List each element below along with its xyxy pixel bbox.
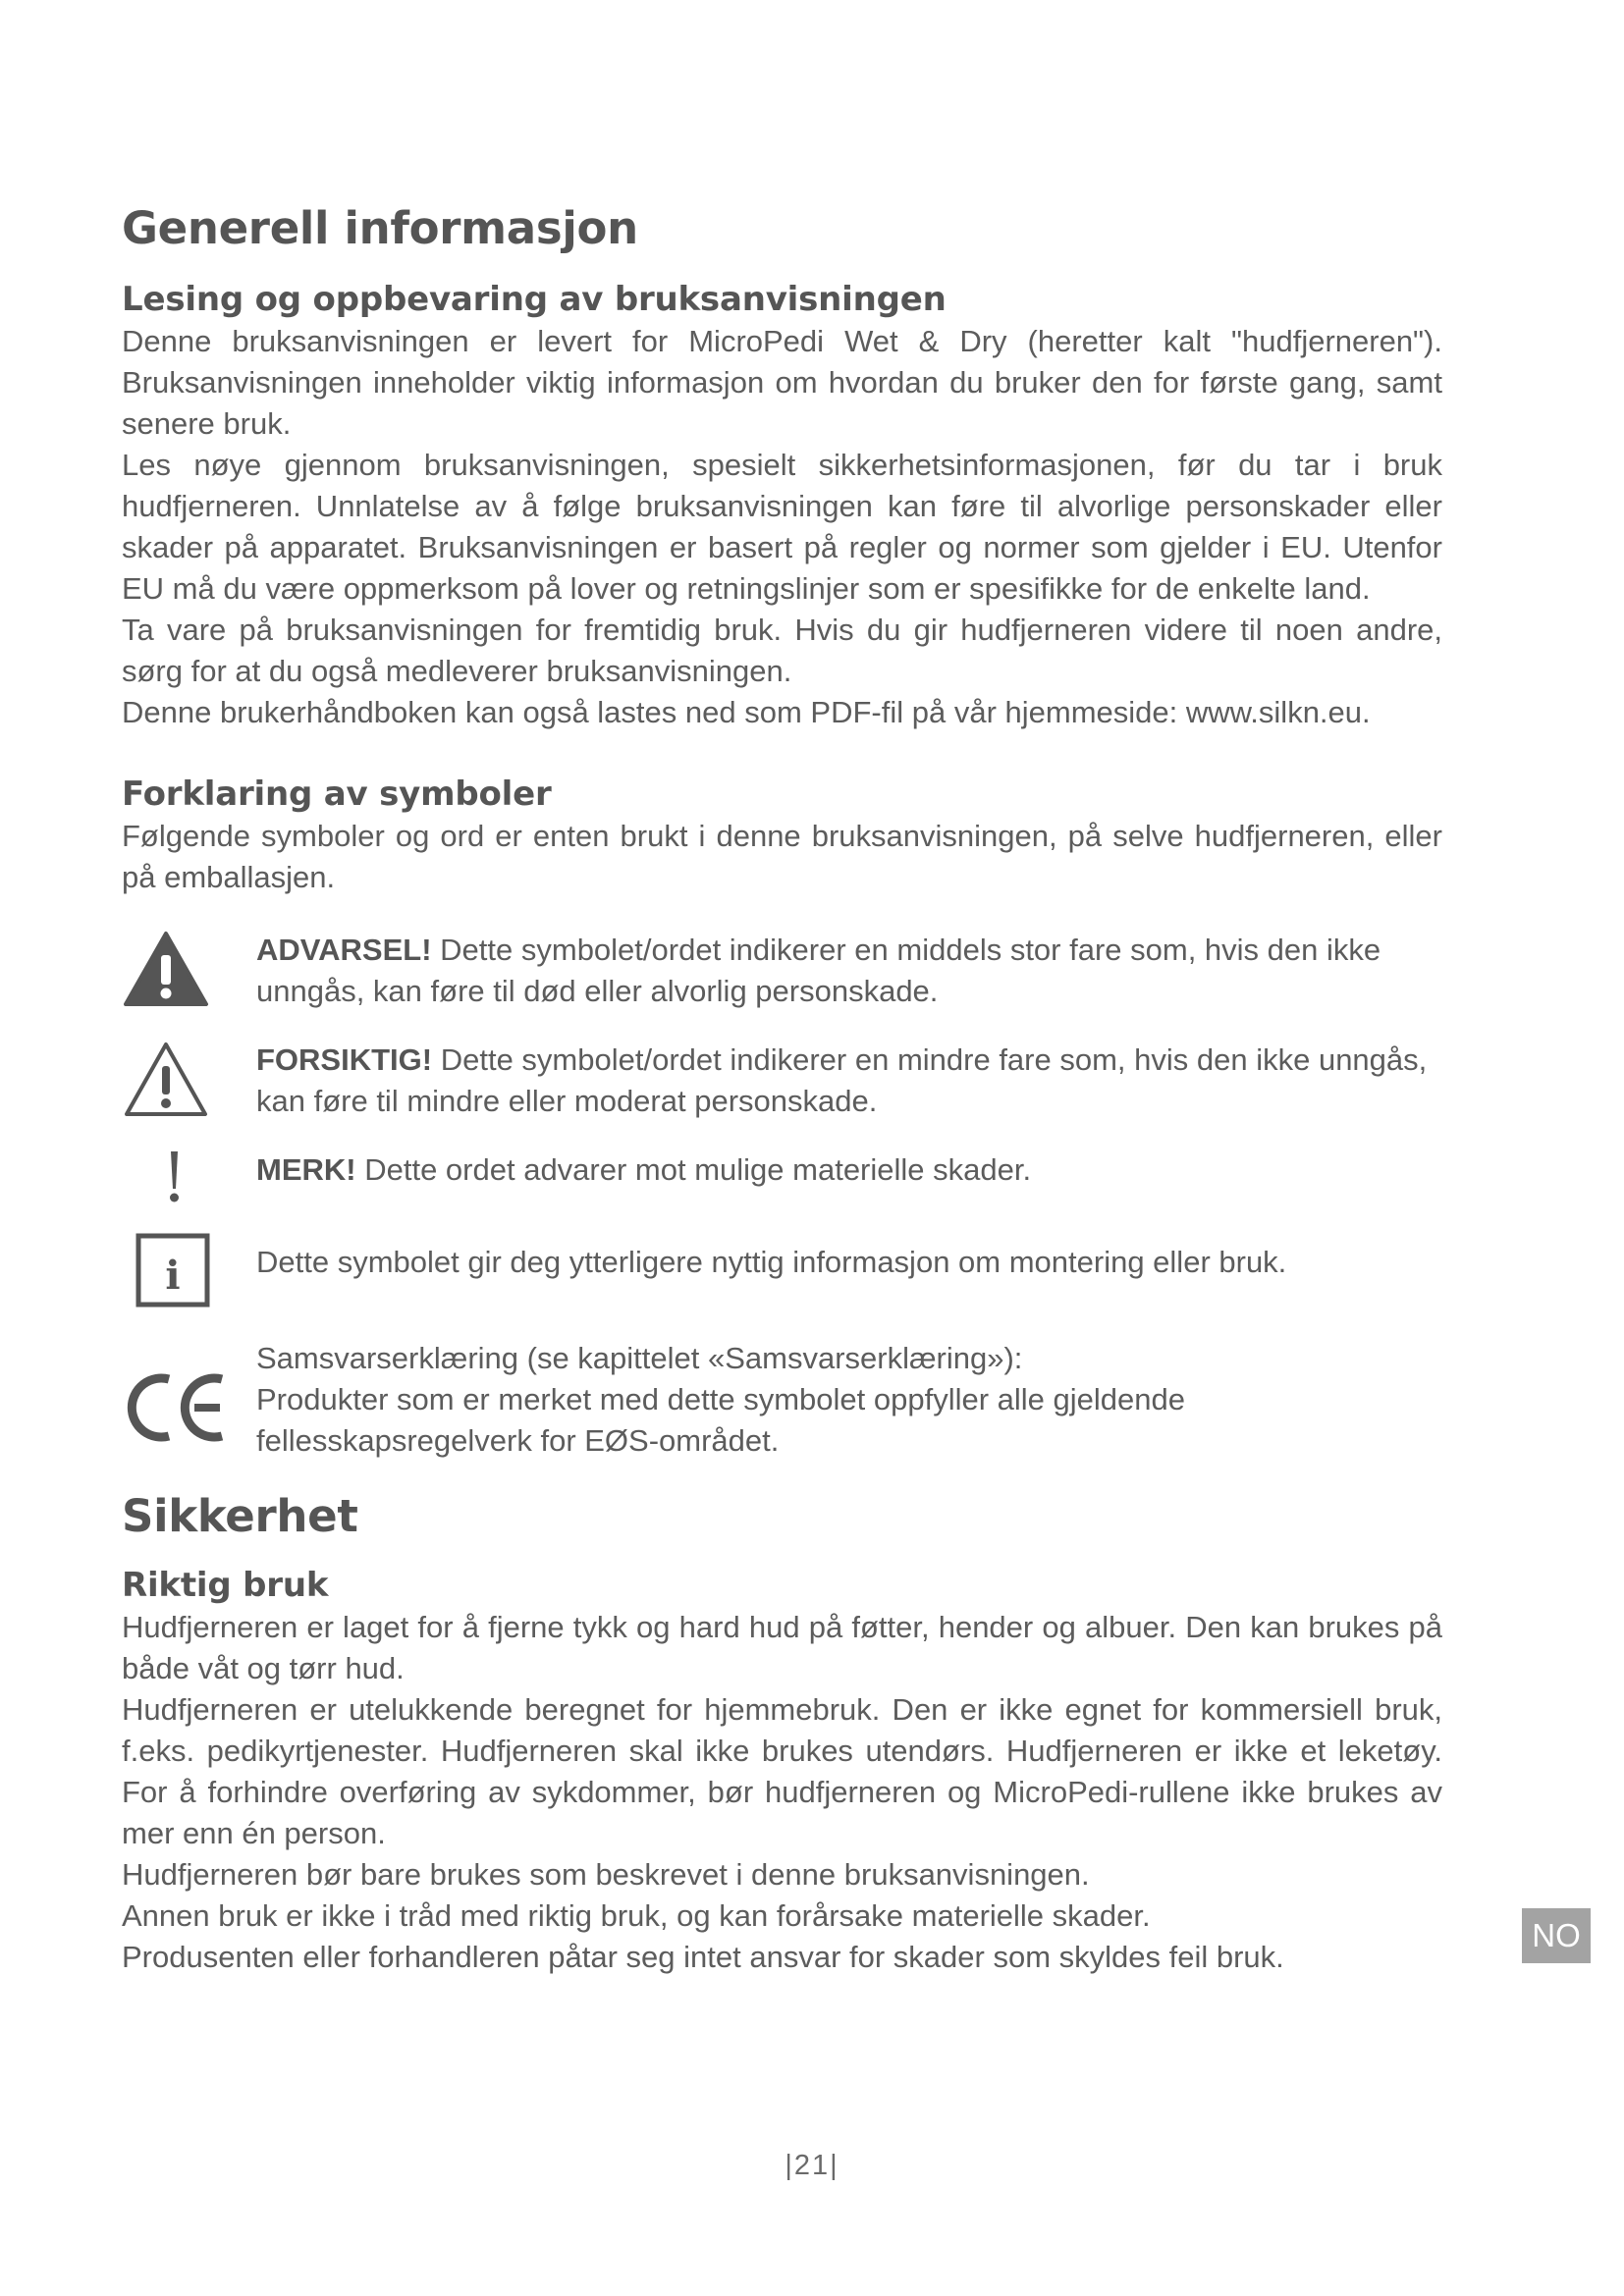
warning-text: Dette symbolet/ordet indikerer en middels stor fare som, hvis den ikke unngås, kan føre til død eller alvorlig personskade. [256, 933, 1381, 1008]
reading-paragraph-3: Ta vare på bruksanvisningen for fremtidig bruk. Hvis du gir hudfjerneren videre til noen andre, sørg for at du også medleverer bruksanvisningen. [122, 613, 1442, 688]
ce-line-2: Produkter som er merket med dette symbolet oppfyller alle gjeldende fellesskapsregelverk for EØS-området. [256, 1382, 1185, 1458]
ce-line-1: Samsvarserklæring (se kapittelet «Samsvarserklæring»): [256, 1341, 1023, 1375]
symbol-row-note [122, 1149, 1442, 1204]
symbol-text-note [256, 1149, 1442, 1191]
symbol-text-warning [256, 930, 1442, 1012]
info-box-icon [122, 1232, 256, 1310]
symbol-row-ce [122, 1338, 1442, 1462]
ce-mark-icon [122, 1338, 256, 1446]
subheading-reading: Lesing og oppbevaring av bruksanvisningen [122, 280, 947, 319]
symbol-row-caution [122, 1040, 1442, 1122]
symbol-text-caution [256, 1040, 1442, 1122]
symbol-row-info [122, 1232, 1442, 1310]
svg-text:i: i [165, 1253, 181, 1299]
symbols-intro: Følgende symboler og ord er enten brukt i denne bruksanvisningen, på selve hudfjerneren, eller på emballasjen. [122, 819, 1442, 894]
proper-use-paragraph-2: Hudfjerneren er utelukkende beregnet for hjemmebruk. Den er ikke egnet for kommersiell bruk, f.eks. pedikyrtjenester. Hudfjerneren skal ikke brukes utendørs. Hudfjerneren er ikke et leketøy. For å forhindre overføring av sykdommer, bør hudfjerneren og MicroPedi-rullene ikke brukes av mer enn én person. [122, 1692, 1442, 1850]
caution-description [256, 1040, 1442, 1122]
note-text: Dette ordet advarer mot mulige materielle skader. [355, 1152, 1032, 1187]
symbols-list [122, 930, 1442, 1462]
page-content [122, 201, 1442, 1978]
section-title-general: Generell informasjon [122, 202, 638, 254]
proper-use-paragraph-4: Annen bruk er ikke i tråd med riktig bruk, og kan forårsake materielle skader. [122, 1898, 1151, 1933]
caution-outline-icon [122, 1040, 256, 1118]
section-title-safety: Sikkerhet [122, 1490, 358, 1542]
language-badge: NO [1522, 1908, 1591, 1963]
caution-label: FORSIKTIG! [256, 1042, 433, 1077]
proper-use-paragraph-3: Hudfjerneren bør bare brukes som beskrevet i denne bruksanvisningen. [122, 1857, 1090, 1892]
warning-description [256, 930, 1442, 1012]
info-description: Dette symbolet gir deg ytterligere nyttig informasjon om montering eller bruk. [256, 1245, 1287, 1279]
note-description [256, 1149, 1442, 1191]
proper-use-paragraph-5: Produsenten eller forhandleren påtar seg intet ansvar for skader som skyldes feil bruk. [122, 1940, 1284, 1974]
exclamation-icon [122, 1149, 256, 1204]
proper-use-paragraph-1: Hudfjerneren er laget for å fjerne tykk og hard hud på føtter, hender og albuer. Den kan brukes på både våt og tørr hud. [122, 1610, 1442, 1685]
page-number: |21| [785, 2150, 839, 2181]
symbol-text-ce [256, 1338, 1442, 1462]
reading-paragraph-1: Denne bruksanvisningen er levert for MicroPedi Wet & Dry (heretter kalt "hudfjerneren"). Bruksanvisningen inneholder viktig informasjon om hvordan du bruker den for første gang, samt senere bruk. [122, 324, 1442, 441]
warning-label: ADVARSEL! [256, 933, 432, 967]
reading-paragraph-2: Les nøye gjennom bruksanvisningen, spesielt sikkerhetsinformasjonen, før du tar i bruk hudfjerneren. Unnlatelse av å følge bruksanvisningen kan føre til alvorlige personskader eller skader på apparatet. Bruksanvisningen er basert på regler og normer som gjelder i EU. Utenfor EU må du være oppmerksom på lover og retningslinjer som er spesifikke for de enkelte land. [122, 448, 1442, 606]
subheading-symbols: Forklaring av symboler [122, 774, 552, 814]
warning-filled-icon [122, 930, 256, 1008]
symbol-text-info [256, 1232, 1442, 1283]
note-label: MERK! [256, 1152, 356, 1187]
symbol-row-warning [122, 930, 1442, 1012]
reading-paragraph-4: Denne brukerhåndboken kan også lastes ned som PDF-fil på vår hjemmeside: www.silkn.eu. [122, 695, 1371, 729]
subheading-proper-use: Riktig bruk [122, 1566, 329, 1605]
caution-text: Dette symbolet/ordet indikerer en mindre fare som, hvis den ikke unngås, kan føre til mindre eller moderat personskade. [256, 1042, 1428, 1118]
